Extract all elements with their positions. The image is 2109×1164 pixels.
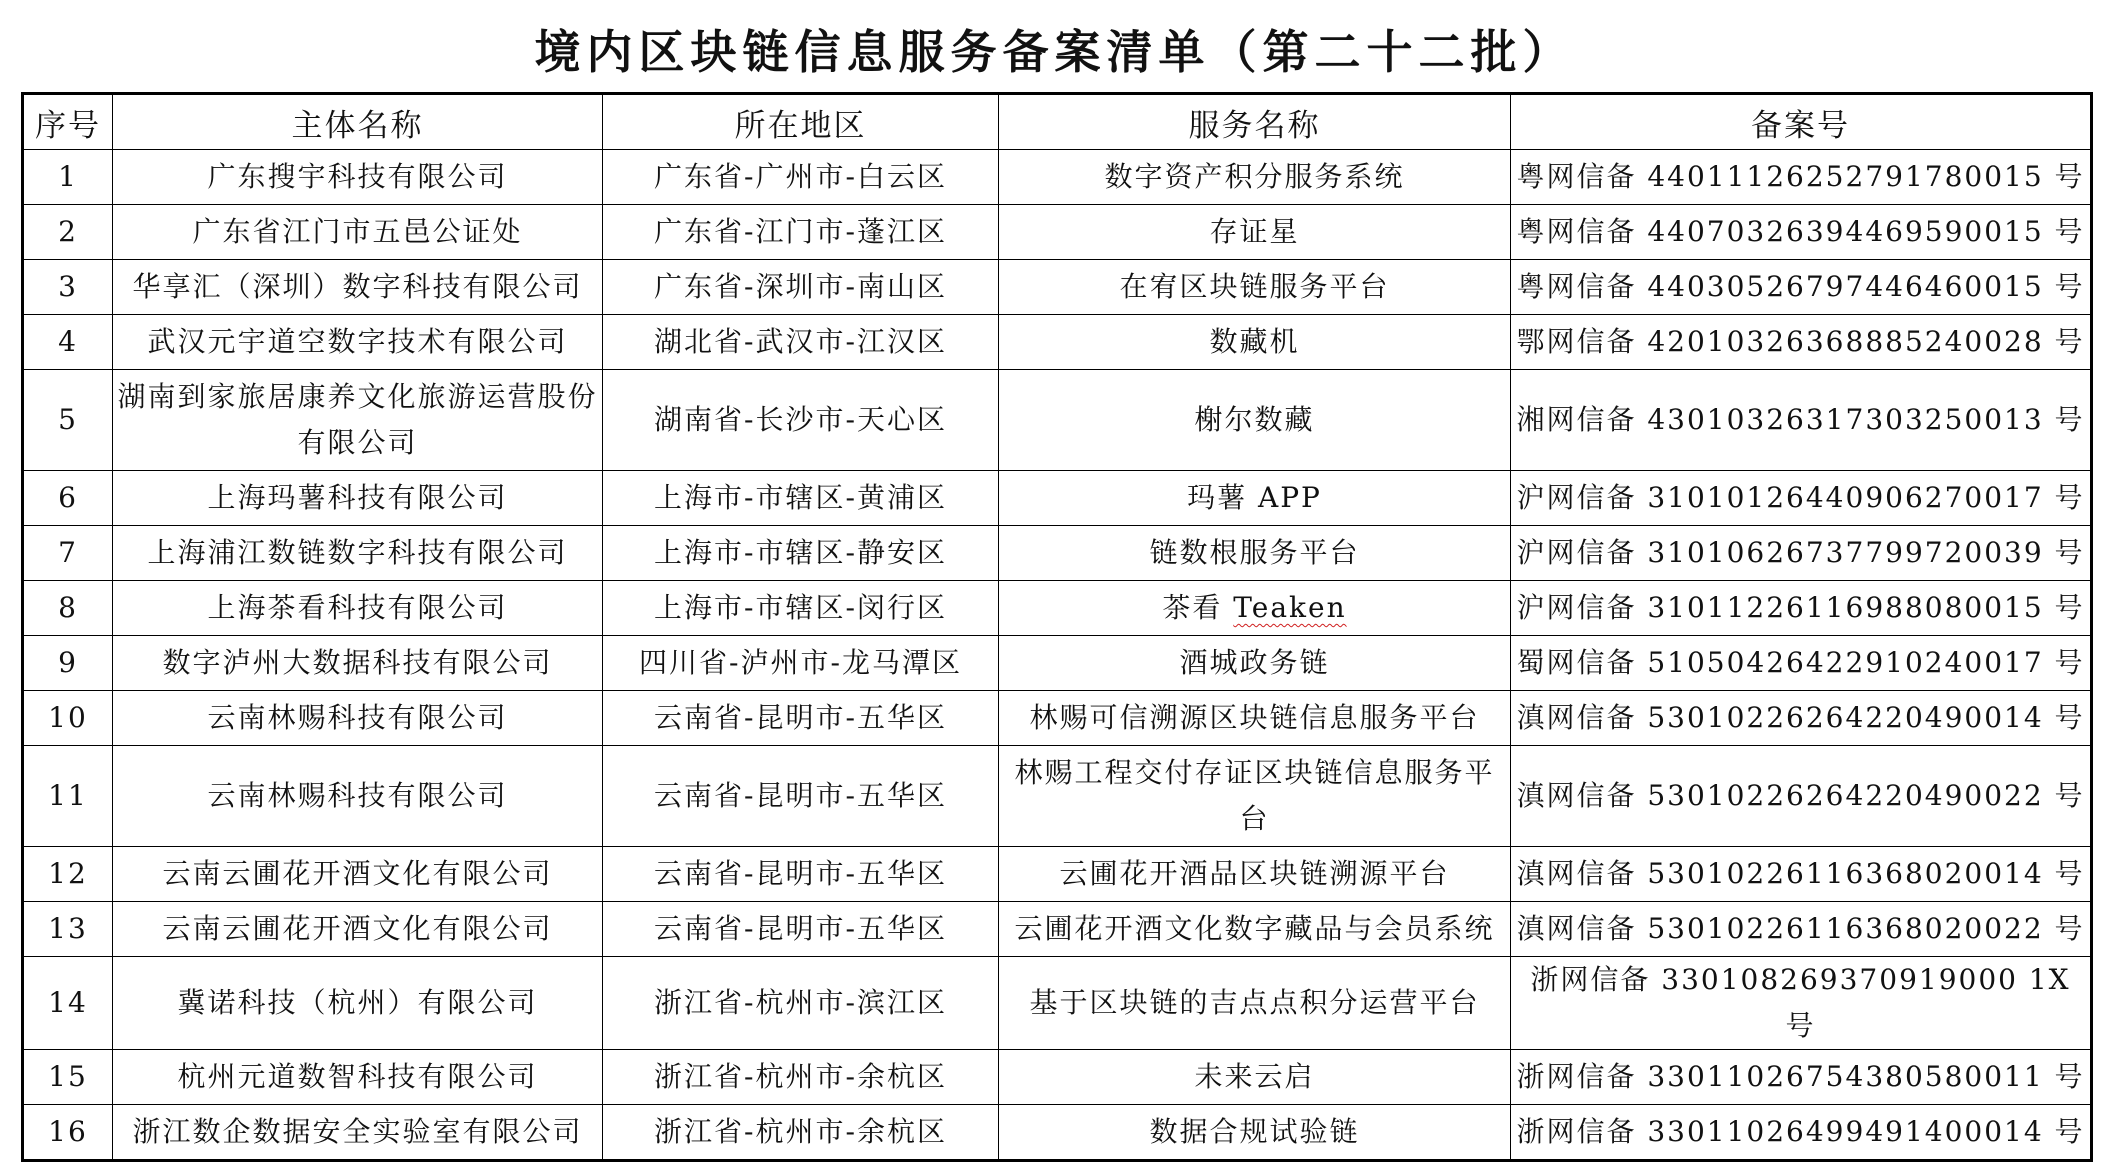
table-row xyxy=(23,526,2092,581)
page-title: 境内区块链信息服务备案清单（第二十二批） xyxy=(534,25,1575,79)
region: 云南省-昆明市-五华区 xyxy=(603,902,999,957)
row-number: 14 xyxy=(23,957,113,1050)
column-header-region: 所在地区 xyxy=(603,94,999,150)
service-name: 数据合规试验链 xyxy=(999,1105,1511,1161)
region: 广东省-广州市-白云区 xyxy=(603,150,999,205)
service-name: 林赐工程交付存证区块链信息服务平台 xyxy=(999,746,1511,847)
filing-number: 浙网信备 33011026754380580011 号 xyxy=(1511,1050,2092,1105)
service-name-word: Teaken xyxy=(1233,591,1347,624)
entity-name: 云南云圃花开酒文化有限公司 xyxy=(113,847,603,902)
row-number: 16 xyxy=(23,1105,113,1161)
region: 上海市-市辖区-黄浦区 xyxy=(603,471,999,526)
region: 云南省-昆明市-五华区 xyxy=(603,847,999,902)
service-name: 酒城政务链 xyxy=(999,636,1511,691)
entity-name: 华享汇（深圳）数字科技有限公司 xyxy=(113,260,603,315)
service-name: 在宥区块链服务平台 xyxy=(999,260,1511,315)
table-row xyxy=(23,957,2092,1050)
region: 云南省-昆明市-五华区 xyxy=(603,746,999,847)
row-number: 3 xyxy=(23,260,113,315)
table-row xyxy=(23,902,2092,957)
filing-number: 鄂网信备 42010326368885240028 号 xyxy=(1511,315,2092,370)
service-name: 云圃花开酒文化数字藏品与会员系统 xyxy=(999,902,1511,957)
column-header-service: 服务名称 xyxy=(999,94,1511,150)
row-number: 15 xyxy=(23,1050,113,1105)
service-name: 云圃花开酒品区块链溯源平台 xyxy=(999,847,1511,902)
entity-name: 广东省江门市五邑公证处 xyxy=(113,205,603,260)
entity-name: 上海茶看科技有限公司 xyxy=(113,581,603,636)
row-number: 10 xyxy=(23,691,113,746)
service-name: 玛薯 APP xyxy=(999,471,1511,526)
registry-table xyxy=(21,92,2093,1162)
column-header-number: 序号 xyxy=(23,94,113,150)
table-row xyxy=(23,636,2092,691)
region: 广东省-江门市-蓬江区 xyxy=(603,205,999,260)
filing-number: 粤网信备 44011126252791780015 号 xyxy=(1511,150,2092,205)
region: 浙江省-杭州市-滨江区 xyxy=(603,957,999,1050)
region: 湖南省-长沙市-天心区 xyxy=(603,370,999,471)
table-row xyxy=(23,847,2092,902)
region: 浙江省-杭州市-余杭区 xyxy=(603,1050,999,1105)
entity-name: 广东搜宇科技有限公司 xyxy=(113,150,603,205)
entity-name: 湖南到家旅居康养文化旅游运营股份有限公司 xyxy=(113,370,603,471)
service-name-prefix: 茶看 xyxy=(1162,591,1223,624)
service-name: 未来云启 xyxy=(999,1050,1511,1105)
filing-number: 浙网信备 33011026499491400014 号 xyxy=(1511,1105,2092,1161)
entity-name: 杭州元道数智科技有限公司 xyxy=(113,1050,603,1105)
filing-number: 沪网信备 31010126440906270017 号 xyxy=(1511,471,2092,526)
region: 上海市-市辖区-闵行区 xyxy=(603,581,999,636)
row-number: 1 xyxy=(23,150,113,205)
row-number: 5 xyxy=(23,370,113,471)
row-number: 6 xyxy=(23,471,113,526)
region: 湖北省-武汉市-江汉区 xyxy=(603,315,999,370)
service-name: 数藏机 xyxy=(999,315,1511,370)
entity-name: 上海玛薯科技有限公司 xyxy=(113,471,603,526)
entity-name: 云南林赐科技有限公司 xyxy=(113,746,603,847)
row-number: 11 xyxy=(23,746,113,847)
entity-name: 上海浦江数链数字科技有限公司 xyxy=(113,526,603,581)
entity-name: 浙江数企数据安全实验室有限公司 xyxy=(113,1105,603,1161)
entity-name: 武汉元宇道空数字技术有限公司 xyxy=(113,315,603,370)
filing-number: 沪网信备 31011226116988080015 号 xyxy=(1511,581,2092,636)
region: 上海市-市辖区-静安区 xyxy=(603,526,999,581)
service-name: 链数根服务平台 xyxy=(999,526,1511,581)
entity-name: 云南林赐科技有限公司 xyxy=(113,691,603,746)
filing-number: 湘网信备 43010326317303250013 号 xyxy=(1511,370,2092,471)
table-row xyxy=(23,746,2092,847)
row-number: 8 xyxy=(23,581,113,636)
region: 云南省-昆明市-五华区 xyxy=(603,691,999,746)
filing-number: 粤网信备 44030526797446460015 号 xyxy=(1511,260,2092,315)
table-row xyxy=(23,581,2092,636)
filing-number: 滇网信备 53010226264220490014 号 xyxy=(1511,691,2092,746)
filing-number: 蜀网信备 51050426422910240017 号 xyxy=(1511,636,2092,691)
filing-number: 滇网信备 53010226116368020014 号 xyxy=(1511,847,2092,902)
filing-number: 滇网信备 53010226116368020022 号 xyxy=(1511,902,2092,957)
filing-number: 浙网信备 330108269370919000 1X 号 xyxy=(1511,957,2092,1050)
column-header-entity: 主体名称 xyxy=(113,94,603,150)
table-header-row xyxy=(23,94,2092,150)
table-row xyxy=(23,691,2092,746)
entity-name: 云南云圃花开酒文化有限公司 xyxy=(113,902,603,957)
filing-number: 滇网信备 53010226264220490022 号 xyxy=(1511,746,2092,847)
entity-name: 数字泸州大数据科技有限公司 xyxy=(113,636,603,691)
region: 广东省-深圳市-南山区 xyxy=(603,260,999,315)
table-row xyxy=(23,150,2092,205)
region: 四川省-泸州市-龙马潭区 xyxy=(603,636,999,691)
service-name: 存证星 xyxy=(999,205,1511,260)
table-row xyxy=(23,1050,2092,1105)
service-name: 数字资产积分服务系统 xyxy=(999,150,1511,205)
filing-number: 沪网信备 31010626737799720039 号 xyxy=(1511,526,2092,581)
service-name: 基于区块链的吉点点积分运营平台 xyxy=(999,957,1511,1050)
table-row xyxy=(23,370,2092,471)
table-row xyxy=(23,1105,2092,1161)
service-name: 榭尔数藏 xyxy=(999,370,1511,471)
row-number: 9 xyxy=(23,636,113,691)
service-name xyxy=(999,581,1511,636)
entity-name: 冀诺科技（杭州）有限公司 xyxy=(113,957,603,1050)
row-number: 7 xyxy=(23,526,113,581)
table-row xyxy=(23,205,2092,260)
row-number: 2 xyxy=(23,205,113,260)
row-number: 12 xyxy=(23,847,113,902)
table-row xyxy=(23,315,2092,370)
column-header-filing: 备案号 xyxy=(1511,94,2092,150)
filing-number: 粤网信备 44070326394469590015 号 xyxy=(1511,205,2092,260)
region: 浙江省-杭州市-余杭区 xyxy=(603,1105,999,1161)
service-name: 林赐可信溯源区块链信息服务平台 xyxy=(999,691,1511,746)
table-row xyxy=(23,260,2092,315)
table-row xyxy=(23,471,2092,526)
row-number: 13 xyxy=(23,902,113,957)
row-number: 4 xyxy=(23,315,113,370)
